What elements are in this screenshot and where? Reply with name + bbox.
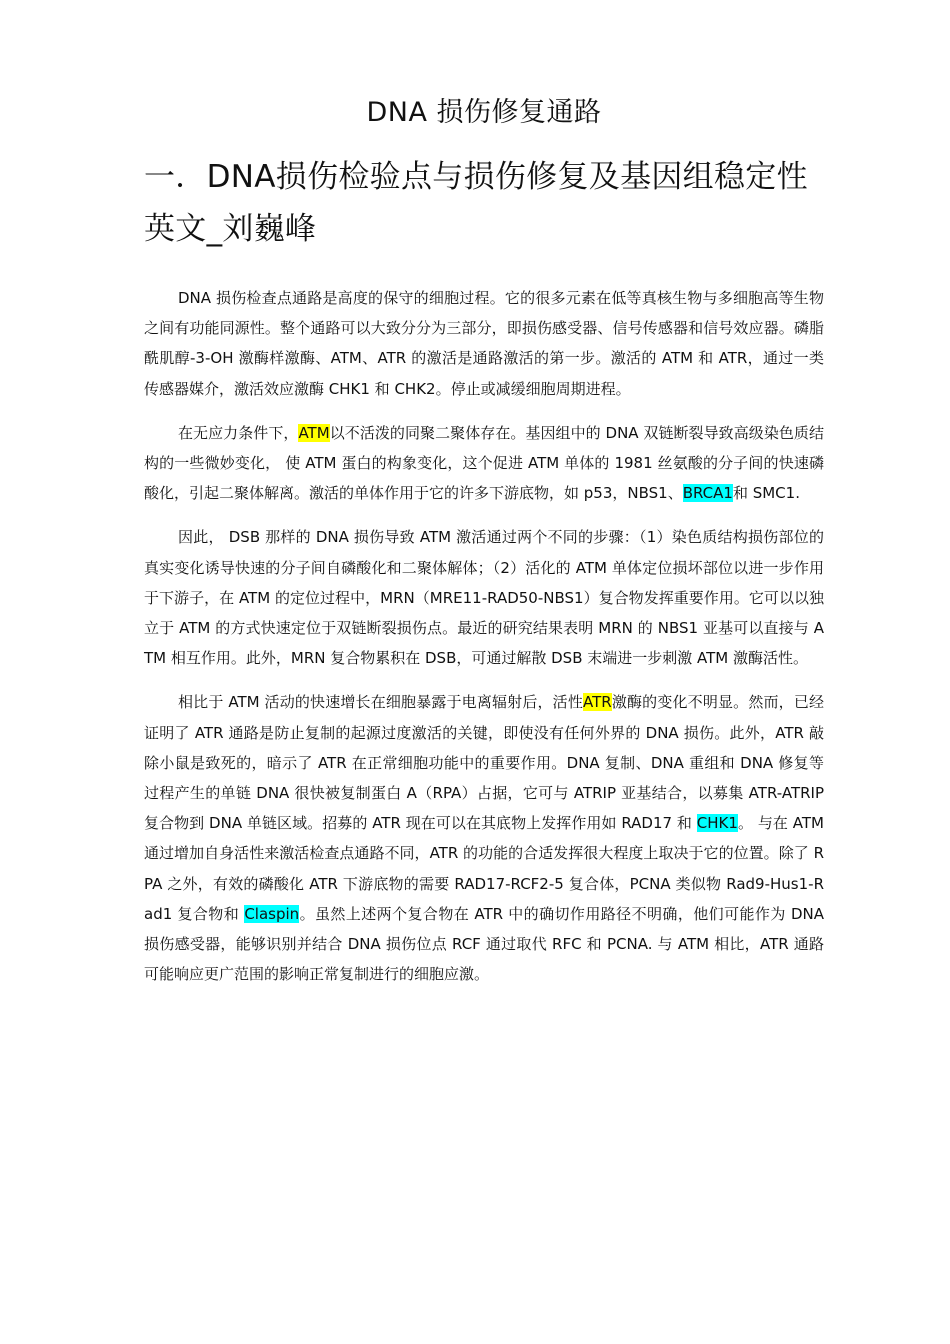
text-segment: 。虽然上述两个复合物在 ATR 中的确切作用路径不明确，他们可能作为 DNA 损伤感受器，能够识别并结合 DNA 损伤位点 RCF 通过取代 RFC 和 PCNA. 与 ATM 相比，ATR 通路可能响应更广范围的影响正常复制进行的细胞应激。 (144, 904, 824, 984)
text-segment: 在无应力条件下， (178, 423, 299, 442)
text-segment: 因此， DSB 那样的 DNA 损伤导致 ATM 激活通过两个不同的步骤：（1）染色质结构损伤部位的真实变化诱导快速的分子间自磷酸化和二聚体解体；（2）活化的 ATM 单体定位损坏部位以进一步作用于下游子，在 ATM 的定位过程中，MRN（MRE11-RAD50-NBS1）复合物发挥重要作用。它可以以独立于 ATM 的方式快速定位于双链断裂损伤点。最近的研究结果表明 MRN 的 NBS1 亚基可以直接与 ATM 相互作用。此外，MRN 复合物累积在 DSB，可通过解散 DSB 末端进一步刺激 ATM 激酶活性。 (144, 528, 824, 668)
highlight-brca1: BRCA1 (682, 484, 733, 503)
paragraph-3 (144, 522, 824, 673)
paragraph-1 (144, 283, 824, 404)
paragraph-4 (144, 687, 824, 989)
document-page (144, 90, 824, 1003)
text-segment: 和 SMC1. (732, 484, 800, 503)
highlight-chk1: CHK1 (696, 814, 738, 833)
highlight-atm: ATM (298, 423, 330, 442)
text-segment: 以不活泼的同聚二聚体存在。基因组中的 DNA 双链断裂导致高级染色质结构的一些微妙变化， 使 ATM 蛋白的构象变化，这个促进 ATM 单体的 1981 丝氨酸的分子间的快速磷酸化，引起二聚体解离。激活的单体作用于它的许多下游底物，如 p53，NBS1、 (144, 423, 824, 503)
paragraph-2 (144, 418, 824, 509)
text-segment: 相比于 ATM 活动的快速增长在细胞暴露于电离辐射后，活性 (178, 693, 583, 712)
text-segment: DNA 损伤检查点通路是高度的保守的细胞过程。它的很多元素在低等真核生物与多细胞高等生物之间有功能同源性。整个通路可以大致分分为三部分，即损伤感受器、信号传感器和信号效应器。磷脂酰肌醇-3-OH 激酶样激酶、ATM、ATR 的激活是通路激活的第一步。激活的 ATM 和 ATR，通过一类传感器媒介，激活效应激酶 CHK1 和 CHK2。停止或减缓细胞周期进程。 (144, 289, 824, 398)
text-segment: 。 与在 ATM 通过增加自身活性来激活检查点通路不同，ATR 的功能的合适发挥很大程度上取决于它的位置。除了 RPA 之外，有效的磷酸化 ATR 下游底物的需要 RAD17-RCF2-5 复合体，PCNA 类似物 Rad9-Hus1-Rad1 复合物和 (144, 814, 824, 923)
document-title: DNA 损伤修复通路 (366, 97, 602, 128)
highlight-atr: ATR (583, 693, 612, 712)
section-heading: 一．DNA损伤检验点与损伤修复及基因组稳定性英文_刘巍峰 (144, 159, 808, 247)
highlight-claspin: Claspin (244, 904, 300, 923)
text-segment: 激酶的变化不明显。然而，已经证明了 ATR 通路是防止复制的起源过度激活的关键，即使没有任何外界的 DNA 损伤。此外，ATR 敲除小鼠是致死的，暗示了 ATR 在正常细胞功能中的重要作用。DNA 复制、DNA 重组和 DNA 修复等过程产生的单链 DNA 很快被复制蛋白 A（RPA）占据，它可与 ATRIP 亚基结合，以募集 ATR-ATRIP 复合物到 DNA 单链区域。招募的 ATR 现在可以在其底物上发挥作用如 RAD17 和 (144, 693, 824, 833)
